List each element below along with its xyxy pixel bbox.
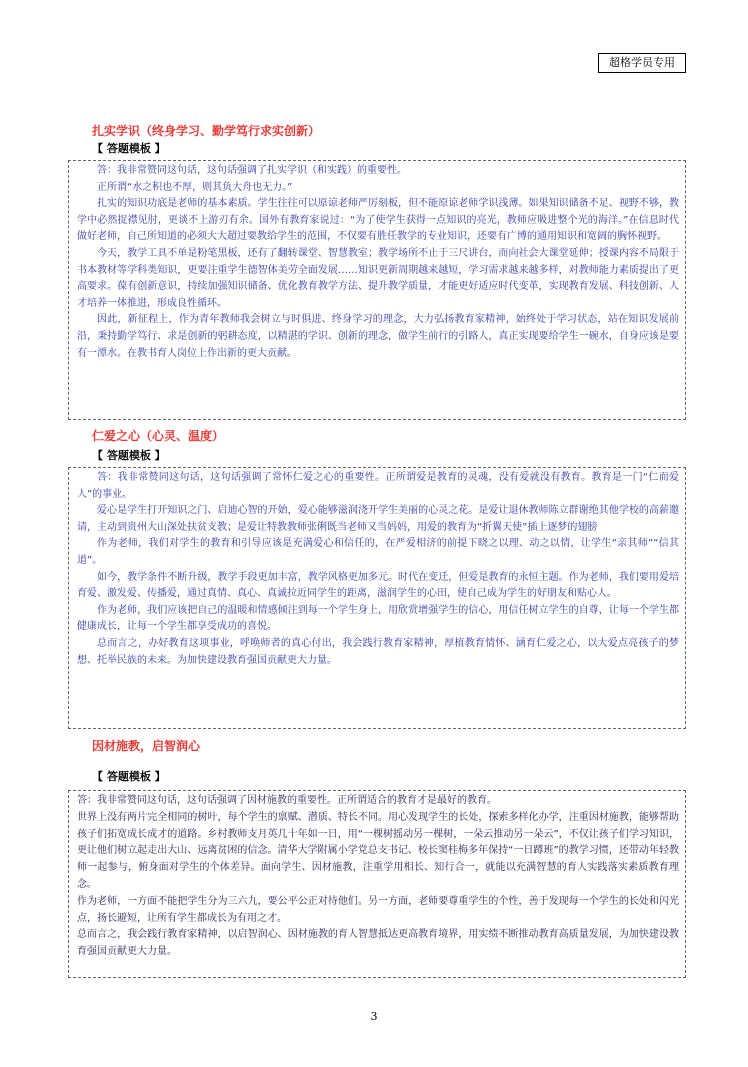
answer-paragraph: 今天，教学工具不单是粉笔黑板，还有了翻转课堂、智慧教室；教学场所不止于三尺讲台，而向社会大课堂延伸；授课内容不局限于书本教材等学科类知识，更要注重学生德智体美劳全面发展……知识更新周期越来越短，学习需求越来越多样，对教师能力素质提出了更高要求。葆有创新意识，持续加强知识储备、优化教育教学方法、提升教学质量，才能更好适应时代变革，实现教育发展、科技创新、人才培养一体推进，形成良性循环。: [77, 247, 679, 309]
answer-box: [68, 790, 686, 978]
template-label: 【 答题模板 】: [92, 449, 166, 462]
answer-paragraph: 因此，新征程上，作为青年教师我会树立与时俱进、终身学习的理念，大力弘扬教育家精神，始终处于学习状态，站在知识发展前沿，秉持勤学笃行、求是创新的躬耕态度，以精湛的学识、创新的理念，做学生前行的引路人，真正实现要给学生一碗水，自身应该是要有一潭水。在教书育人岗位上作出新的更大贡献。: [77, 314, 679, 359]
answer-paragraph: 作为老师，一方面不能把学生分为三六九，要公平公正对待他们。另一方面，老师要尊重学生的个性，善于发现每一个学生的长处和闪光点，扬长避短，让所有学生都成长为有用之才。: [77, 895, 679, 924]
answer-box: [68, 467, 686, 729]
answer-paragraph: 答：我非常赞同这句话，这句话强调了因材施教的重要性。正所谓适合的教育才是最好的教育。: [77, 795, 497, 806]
exclusive-badge: 超格学员专用: [598, 53, 686, 73]
section-title-individualized-teaching: 因材施教，启智润心: [92, 739, 201, 753]
answer-paragraph: 世界上没有两片完全相同的树叶，每个学生的禀赋、潜质、特长不同。用心发现学生的长处，探索多样化办学，注重因材施教，能够帮助孩子们拓宽成长成才的道路。乡村教师支月英几十年如一日，用“一棵树摇动另一棵树，一朵云推动另一朵云”，不仅让孩子们学习知识，更让他们树立起走出大山、远离贫困的信念。清华大学附属小学党总支书记、校长窦桂梅多年保持“一日蹲班”的教学习惯，还带动年轻教师一起参与，俯身面对学生的个体差异。面向学生、因材施教，注重学用相长、知行合一，就能以充满智慧的育人实践落实素质教育理念。: [77, 811, 679, 890]
answer-box: [68, 160, 686, 420]
answer-paragraph: 总而言之，我会践行教育家精神，以启智润心、因材施教的育人智慧抵达更高教育境界，用实绩不断推动教育高质量发展，为加快建设教育强国贡献更大力量。: [77, 929, 679, 958]
answer-paragraph: 如今，教学条件不断升级，教学手段更加丰富，教学风格更加多元。时代在变迁，但爱是教育的永恒主题。作为老师，我们要用爱培育爱、激发爱、传播爱，通过真情、真心、真诚拉近同学生的距离，滋润学生的心田，使自己成为学生的好朋友和贴心人。: [77, 571, 679, 600]
answer-paragraph: 作为老师，我们应该把自己的温暖和情感倾注到每一个学生身上，用欣赏增强学生的信心，用信任树立学生的自尊，让每一个学生都健康成长，让每一个学生都享受成功的喜悦。: [77, 604, 679, 633]
template-label: 【 答题模板 】: [92, 142, 166, 155]
section-title-solid-knowledge: 扎实学识（终身学习、勤学笃行求实创新）: [92, 124, 321, 138]
answer-paragraph: 扎实的知识功底是老师的基本素质。学生往往可以原谅老师严厉刻板，但不能原谅老师学识浅薄。如果知识储备不足、视野不够，教学中必然捉襟见肘，更谈不上游刃有余。国外有教育家说过：“为了使学生获得一点知识的亮光，教师应吸进整个光的海洋。”在信息时代做好老师，自己所知道的必须大大超过要教给学生的范围，不仅要有胜任教学的专业知识，还要有广博的通用知识和宽阔的胸怀视野。: [77, 198, 679, 243]
answer-paragraph: 答：我非常赞同这句话，这句话强调了常怀仁爱之心的重要性。正所谓爱是教育的灵魂，没有爱就没有教育。教育是一门“仁而爱人”的事业。: [77, 472, 679, 500]
answer-paragraph: 爱心是学生打开知识之门、启迪心智的开始，爱心能够滋润浇开学生美丽的心灵之花。是爱让退休教师陈立群谢绝其他学校的高薪邀请，主动到贵州大山深处扶贫支教；是爱让特教教师张俐既当老师又当妈妈，用爱的教育为“折翼天使”插上逐梦的翅膀: [77, 505, 679, 533]
page-number: 3: [370, 1010, 378, 1023]
answer-paragraph: 正所谓“水之积也不厚，则其负大舟也无力。”: [97, 181, 293, 193]
answer-paragraph: 总而言之，办好教育这项事业，呼唤师者的真心付出，我会践行教育家精神，厚植教育情怀、涵育仁爱之心，以大爱点亮孩子的梦想、托举民族的未来。为加快建设教育强国贡献更大力量。: [77, 637, 679, 666]
answer-paragraph: 答：我非常赞同这句话，这句话强调了扎实学识（和实践）的重要性。: [97, 165, 407, 176]
template-label: 【 答题模板 】: [92, 770, 166, 783]
section-title-benevolent-heart: 仁爱之心（心灵、温度）: [92, 429, 225, 443]
answer-paragraph: 作为老师，我们对学生的教育和引导应该是充满爱心和信任的，在严爱相济的前提下晓之以理、动之以情，让学生“亲其师”“信其道”。: [77, 538, 679, 566]
